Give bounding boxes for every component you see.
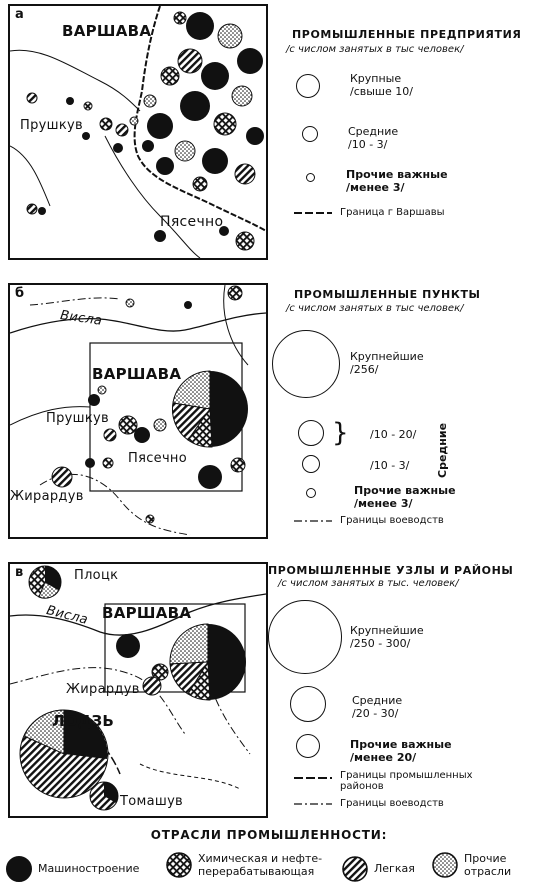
legend-b-medium-a-circle (298, 420, 324, 446)
label-tomaszow: Томашув (120, 794, 184, 809)
panel-c-letter: в (15, 565, 24, 580)
label-warsaw-c: ВАРШАВА (102, 604, 192, 622)
legend-a-title: ПРОМЫШЛЕННЫЕ ПРЕДПРИЯТИЯ (292, 28, 522, 41)
legend-c-region-border-text: Границы промышленных районов (340, 770, 473, 792)
legend-b-medium-b-circle (302, 455, 320, 473)
legend-b-border-symbol (292, 515, 336, 527)
legend-b-other-circle (306, 488, 316, 498)
legend-c-largest-text: Крупнейшие /250 - 300/ (350, 624, 424, 650)
legend-b-border-text: Границы воеводств (340, 515, 444, 526)
label-plock: Плоцк (74, 568, 119, 583)
chemical-label: Химическая и нефте- перерабатывающая (198, 852, 323, 878)
panel-b-letter: б (15, 286, 25, 301)
label-lodz: ЛОДЗЬ (52, 712, 115, 730)
panel-a-letter: а (15, 7, 24, 22)
legend-c-title: ПРОМЫШЛЕННЫЕ УЗЛЫ И РАЙОНЫ (268, 564, 514, 577)
legend-c-largest-circle (268, 600, 342, 674)
legend-a-medium-circle (302, 126, 318, 142)
label-piaseczno-b: Пясечно (128, 451, 187, 466)
legend-b-largest-circle (272, 330, 340, 398)
legend-b-other-text: Прочие важные /менее 3/ (354, 484, 456, 510)
legend-b-medium-side: Средние (436, 422, 449, 478)
machinery-label: Машиностроение (38, 862, 140, 875)
light-swatch (342, 856, 368, 882)
label-warsaw: ВАРШАВА (62, 22, 152, 40)
legend-a-large-circle (296, 74, 320, 98)
label-pruszkow-b: Прушкув (46, 411, 109, 426)
chemical-swatch (166, 852, 192, 878)
label-zyrardow-c: Жирардув (66, 682, 140, 697)
legend-a-border-text: Граница г Варшавы (340, 207, 445, 218)
label-zyrardow-b: Жирардув (10, 489, 84, 504)
legend-c-voiv-border-symbol (292, 798, 336, 810)
legend-c-other-text: Прочие важные /менее 20/ (350, 738, 452, 764)
label-warsaw-b: ВАРШАВА (92, 365, 182, 383)
map-panel-b (8, 283, 268, 539)
legend-b-subtitle: /с числом занятых в тыс человек/ (286, 303, 464, 314)
legend-a-medium-text: Средние /10 - 3/ (348, 125, 399, 151)
legend-b-largest-text: Крупнейшие /256/ (350, 350, 424, 376)
label-vistula-b: Висла (59, 308, 104, 329)
industries-title: ОТРАСЛИ ПРОМЫШЛЕННОСТИ: (150, 828, 388, 842)
legend-a-subtitle: /с числом занятых в тыс человек/ (286, 44, 464, 55)
legend-b-medium-a-text: /10 - 20/ (370, 428, 417, 441)
map-panel-a (8, 4, 268, 260)
legend-b-title: ПРОМЫШЛЕННЫЕ ПУНКТЫ (294, 288, 481, 301)
warsaw-enterprise-cluster (142, 12, 264, 191)
legend-b-medium-b-text: /10 - 3/ (370, 459, 410, 472)
other-label: Прочие отрасли (464, 852, 512, 878)
label-piaseczno: Пясечно (160, 214, 224, 230)
legend-a-large-text: Крупные /свыше 10/ (350, 72, 413, 98)
legend-c-other-circle (296, 734, 320, 758)
label-vistula-c: Висла (44, 603, 90, 628)
legend-c-subtitle: /с числом занятых в тыс. человек/ (278, 578, 459, 589)
legend-b-bracket: } (332, 418, 349, 448)
other-swatch (432, 852, 458, 878)
legend-c-voiv-border-text: Границы воеводств (340, 798, 444, 809)
label-pruszkow: Прушкув (20, 118, 83, 133)
legend-c-medium-text: Средние /20 - 30/ (352, 694, 403, 720)
light-label: Легкая (374, 862, 415, 875)
legend-c-medium-circle (290, 686, 326, 722)
map-panel-c (8, 562, 268, 818)
legend-a-other-text: Прочие важные /менее 3/ (346, 168, 448, 194)
machinery-swatch (6, 856, 32, 882)
legend-a-border-symbol (292, 207, 336, 219)
legend-c-region-border-symbol (292, 772, 336, 784)
legend-a-other-circle (306, 173, 315, 182)
